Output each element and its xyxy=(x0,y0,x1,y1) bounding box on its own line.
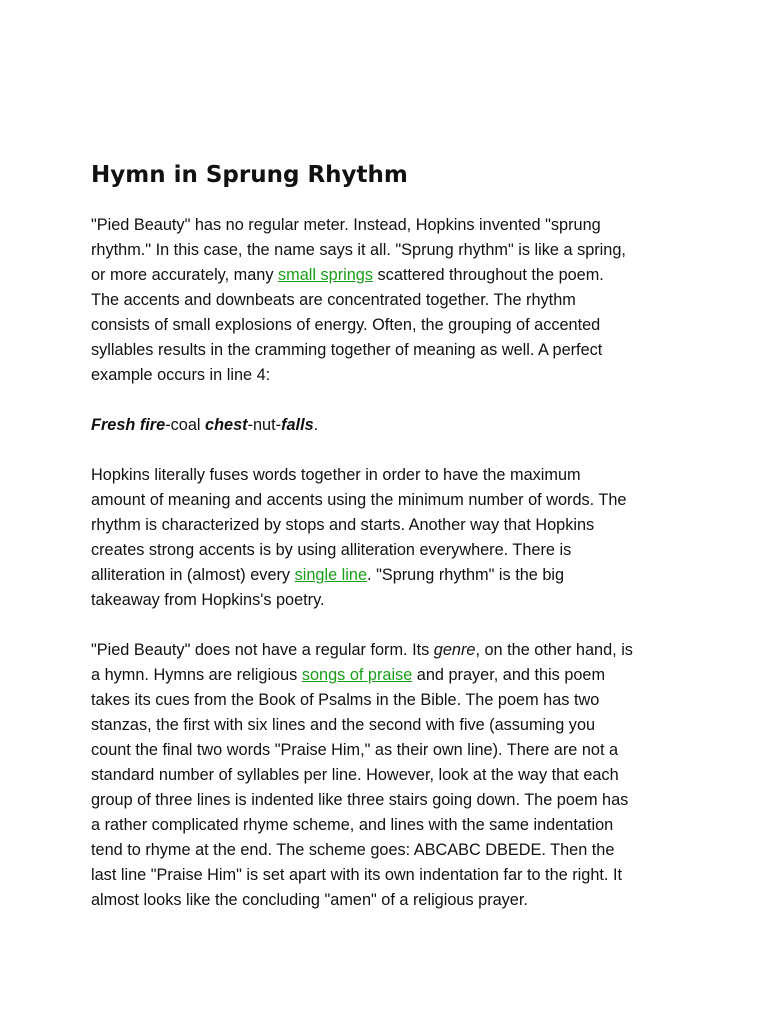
text-line xyxy=(91,263,681,288)
text-line: The accents and downbeats are concentrated together. The rhythm xyxy=(91,291,576,309)
text-line: "Pied Beauty" has no regular meter. Instead, Hopkins invented "sprung xyxy=(91,216,601,234)
text-line: stanzas, the first with six lines and the second with five (assuming you xyxy=(91,716,596,734)
link-songs-of-praise[interactable]: songs of praise xyxy=(301,666,413,684)
text-segment: a hymn. Hymns are religious xyxy=(91,666,302,684)
text-line xyxy=(91,563,681,588)
text-line: almost looks like the concluding "amen" of a religious prayer. xyxy=(91,891,528,909)
text-line xyxy=(91,663,681,688)
text-line: a rather complicated rhyme scheme, and lines with the same indentation xyxy=(91,816,614,834)
quote-stressed: chest xyxy=(205,416,248,434)
text-line xyxy=(91,638,681,663)
poem-quote-line xyxy=(91,413,681,438)
text-segment: . "Sprung rhythm" is the big xyxy=(367,566,565,584)
quote-stressed: Fresh fire xyxy=(91,416,166,434)
text-line: count the final two words "Praise Him," as their own line). There are not a xyxy=(91,741,619,759)
text-line: takeaway from Hopkins's poetry. xyxy=(91,591,325,609)
text-line: tend to rhyme at the end. The scheme goes: ABCABC DBEDE. Then the xyxy=(91,841,615,859)
text-segment: alliteration in (almost) every xyxy=(91,566,295,584)
quote-unstressed: -nut- xyxy=(247,416,282,434)
text-segment: or more accurately, many xyxy=(91,266,278,284)
italic-genre: genre xyxy=(433,641,476,659)
text-line: consists of small explosions of energy. Often, the grouping of accented xyxy=(91,316,601,334)
text-segment: , on the other hand, is xyxy=(475,641,633,659)
section-heading: Hymn in Sprung Rhythm xyxy=(91,162,408,188)
text-segment: scattered throughout the poem. xyxy=(373,266,604,284)
text-line: last line "Praise Him" is set apart with its own indentation far to the right. It xyxy=(91,866,622,884)
text-line: rhythm." In this case, the name says it all. "Sprung rhythm" is like a spring, xyxy=(91,241,626,259)
text-line: syllables results in the cramming together of meaning as well. A perfect xyxy=(91,341,603,359)
text-segment: "Pied Beauty" does not have a regular form. Its xyxy=(91,641,434,659)
text-line: standard number of syllables per line. However, look at the way that each xyxy=(91,766,619,784)
text-line: takes its cues from the Book of Psalms in the Bible. The poem has two xyxy=(91,691,600,709)
quote-unstressed: -coal xyxy=(165,416,206,434)
link-single-line[interactable]: single line xyxy=(294,566,368,584)
text-line: group of three lines is indented like three stairs going down. The poem has xyxy=(91,791,629,809)
paragraph-sprung-rhythm xyxy=(91,213,681,388)
text-line: Hopkins literally fuses words together in order to have the maximum xyxy=(91,466,581,484)
paragraph-hymn-form xyxy=(91,638,681,913)
text-line: amount of meaning and accents using the minimum number of words. The xyxy=(91,491,627,509)
text-segment: and prayer, and this poem xyxy=(412,666,606,684)
text-line: example occurs in line 4: xyxy=(91,366,271,384)
quote-unstressed: . xyxy=(313,416,319,434)
paragraph-fused-words xyxy=(91,463,681,613)
text-line xyxy=(91,413,681,438)
text-line: rhythm is characterized by stops and starts. Another way that Hopkins xyxy=(91,516,595,534)
quote-stressed: falls xyxy=(281,416,314,434)
document-page xyxy=(91,158,681,938)
link-small-springs[interactable]: small springs xyxy=(278,266,374,284)
text-line: creates strong accents is by using alliteration everywhere. There is xyxy=(91,541,572,559)
